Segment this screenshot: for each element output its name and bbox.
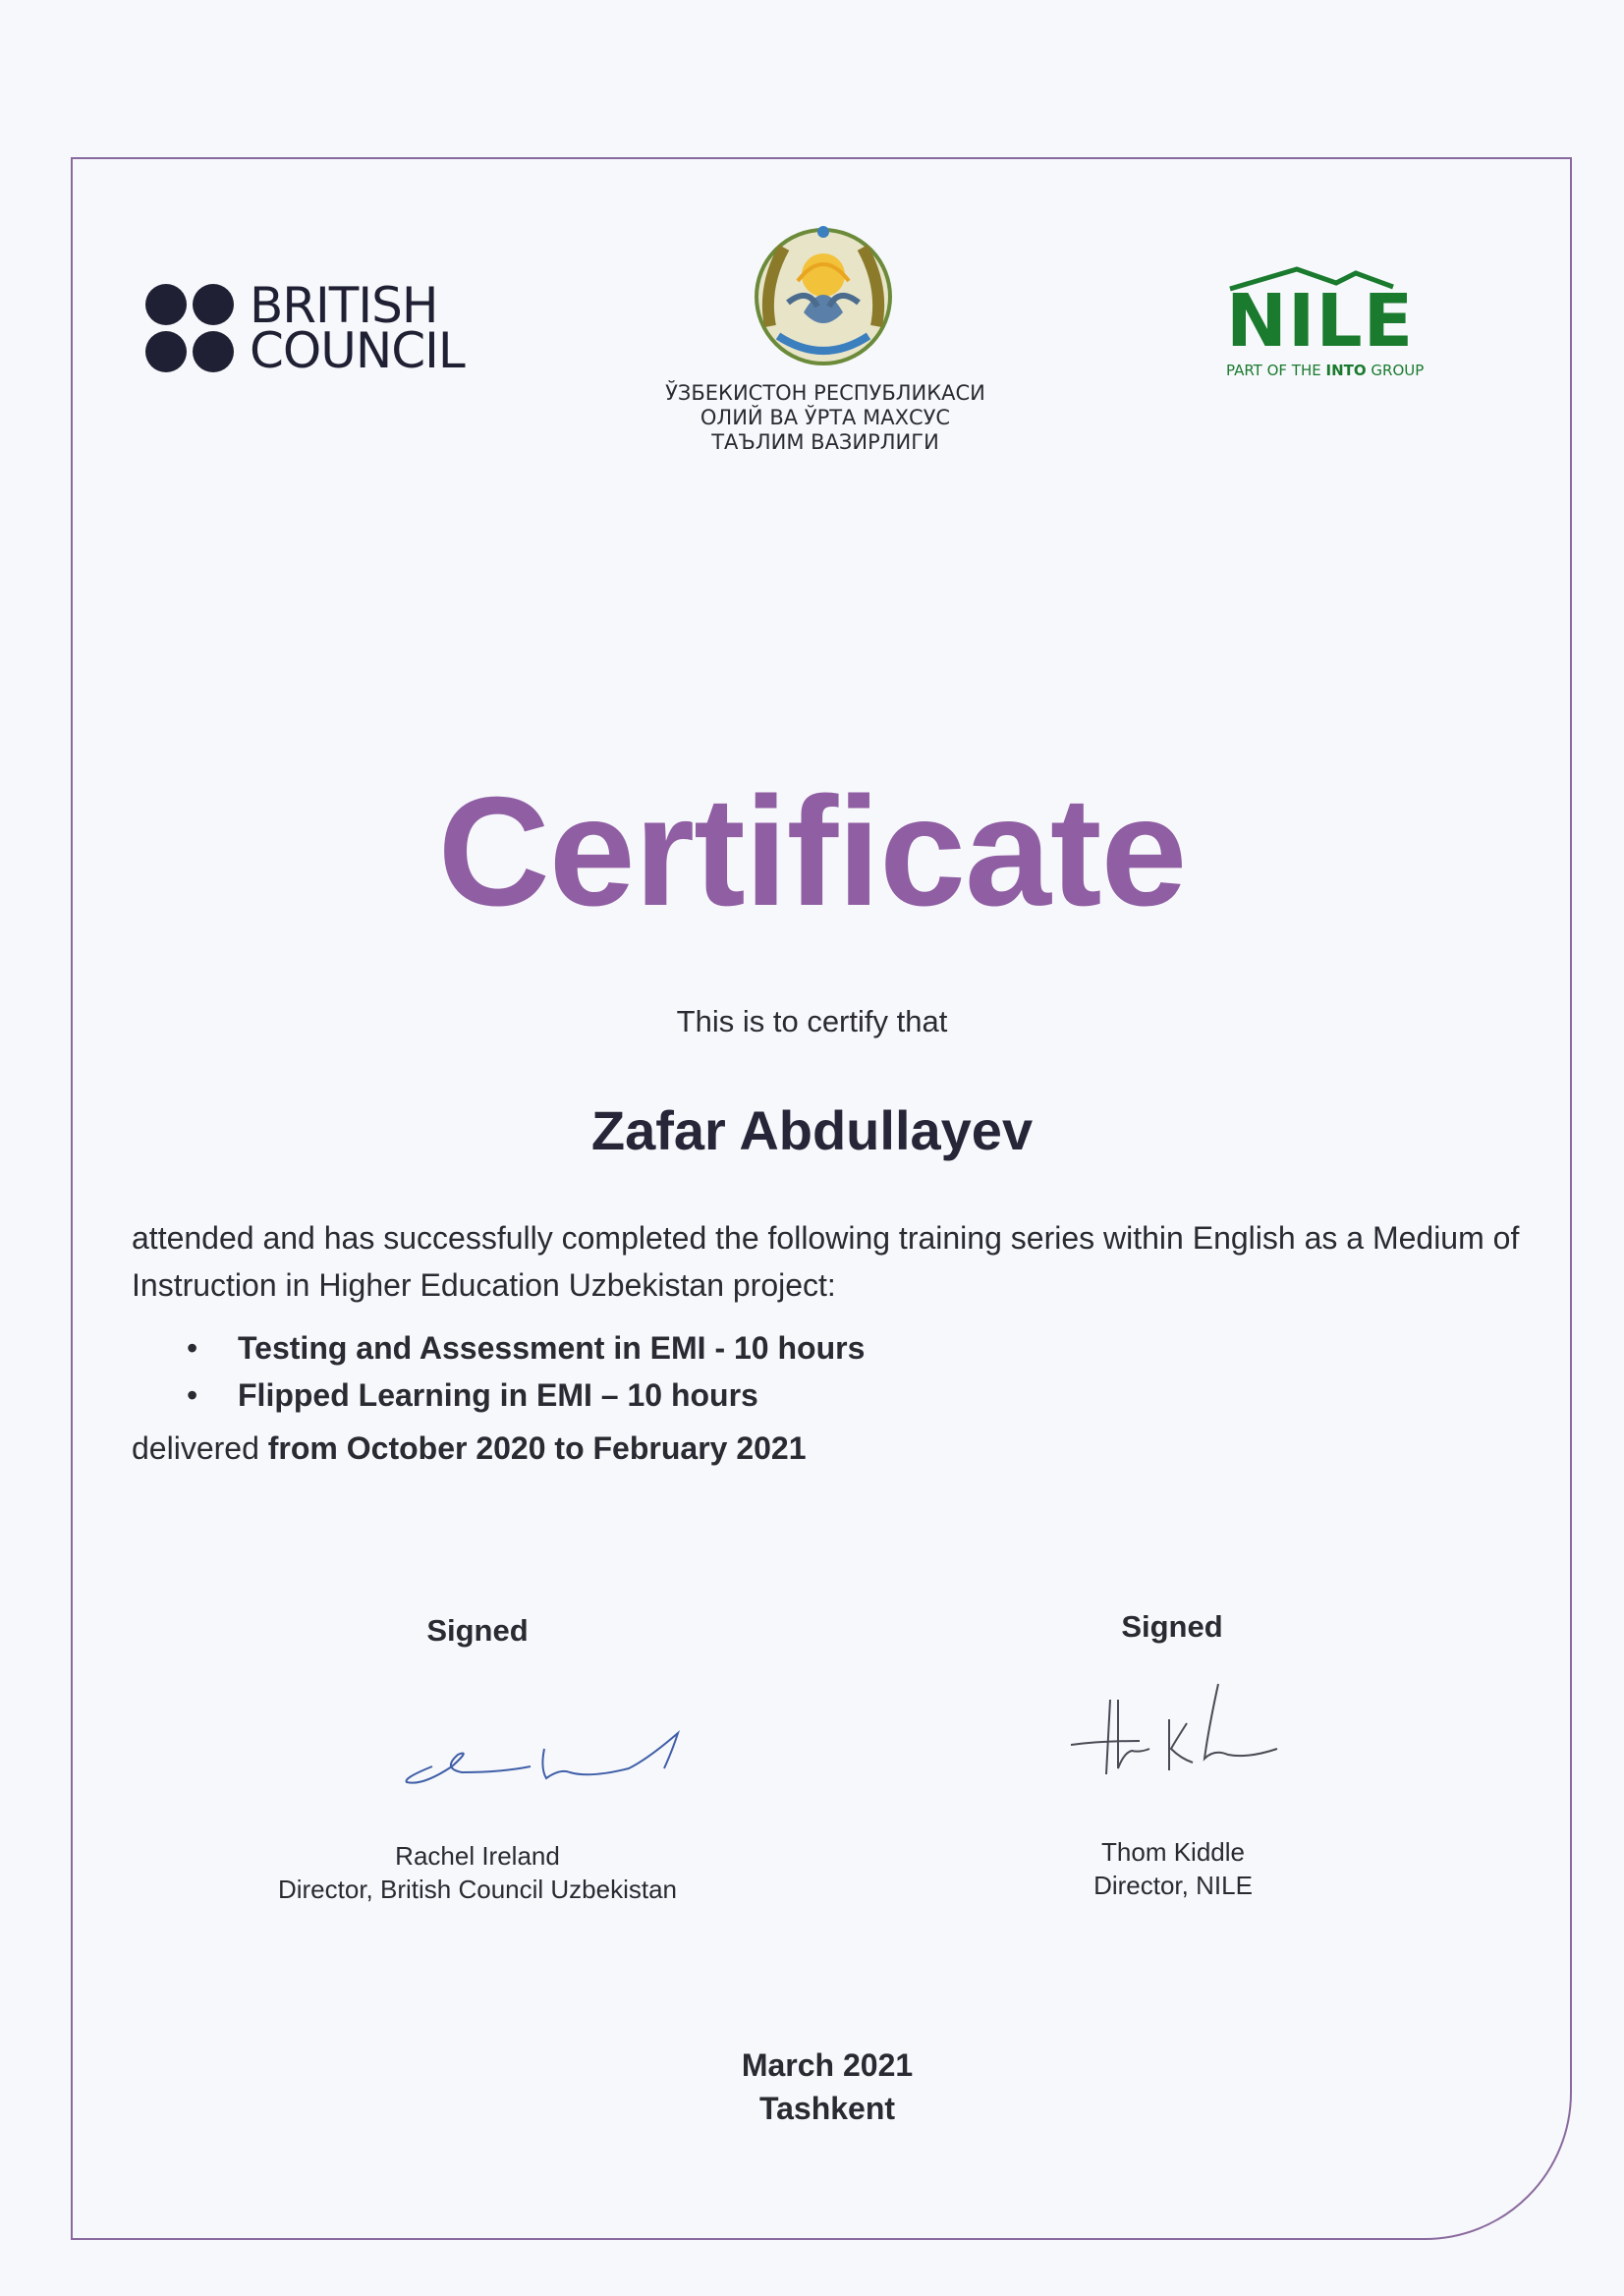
signed-label: Signed (1121, 1609, 1223, 1644)
issue-date-place (0, 2044, 1624, 2130)
british-council-dots-icon (145, 284, 234, 372)
ministry-name: ЎЗБЕКИСТОН РЕСПУБЛИКАСИ ОЛИЙ ВА ЎРТА МАХСУС ТАЪЛИМ ВАЗИРЛИГИ (665, 381, 985, 454)
british-council-wordmark: BRITISH COUNCIL (250, 277, 465, 379)
signatory-name: Thom Kiddle (1101, 1837, 1245, 1867)
signature-rachel-ireland (393, 1709, 698, 1837)
delivery-period: delivered from October 2020 to February 2021 (132, 1430, 807, 1466)
list-item: • Testing and Assessment in EMI - 10 hours (187, 1324, 865, 1372)
certificate-border (71, 157, 1572, 2240)
signature-thom-kiddle (1071, 1680, 1287, 1788)
completion-statement: attended and has successfully completed the following training series within English as a Medium of Instruction in Higher Education Uzbekistan project: (132, 1220, 1520, 1303)
signatory-role: Director, British Council Uzbekistan (277, 1875, 678, 1904)
signatory-right (918, 1835, 1428, 1902)
certify-intro: This is to certify that (676, 1004, 948, 1038)
certificate-title: Certificate (437, 765, 1187, 938)
recipient-name: Zafar Abdullayev (590, 1099, 1034, 1161)
state-emblem-icon (749, 218, 898, 367)
list-item: • Flipped Learning in EMI – 10 hours (187, 1372, 865, 1419)
module-list (187, 1324, 865, 1419)
nile-logo: NILE PART OF THE INTO GROUP (1226, 265, 1462, 379)
issue-place: Tashkent (758, 2091, 896, 2126)
signatory-name: Rachel Ireland (395, 1841, 560, 1871)
nile-tagline: PART OF THE INTO GROUP (1226, 362, 1425, 379)
signatory-left (222, 1839, 733, 1906)
signatory-role: Director, NILE (1093, 1871, 1253, 1900)
british-council-logo (145, 277, 465, 379)
signed-label: Signed (426, 1613, 529, 1648)
issue-date: March 2021 (741, 2047, 914, 2083)
